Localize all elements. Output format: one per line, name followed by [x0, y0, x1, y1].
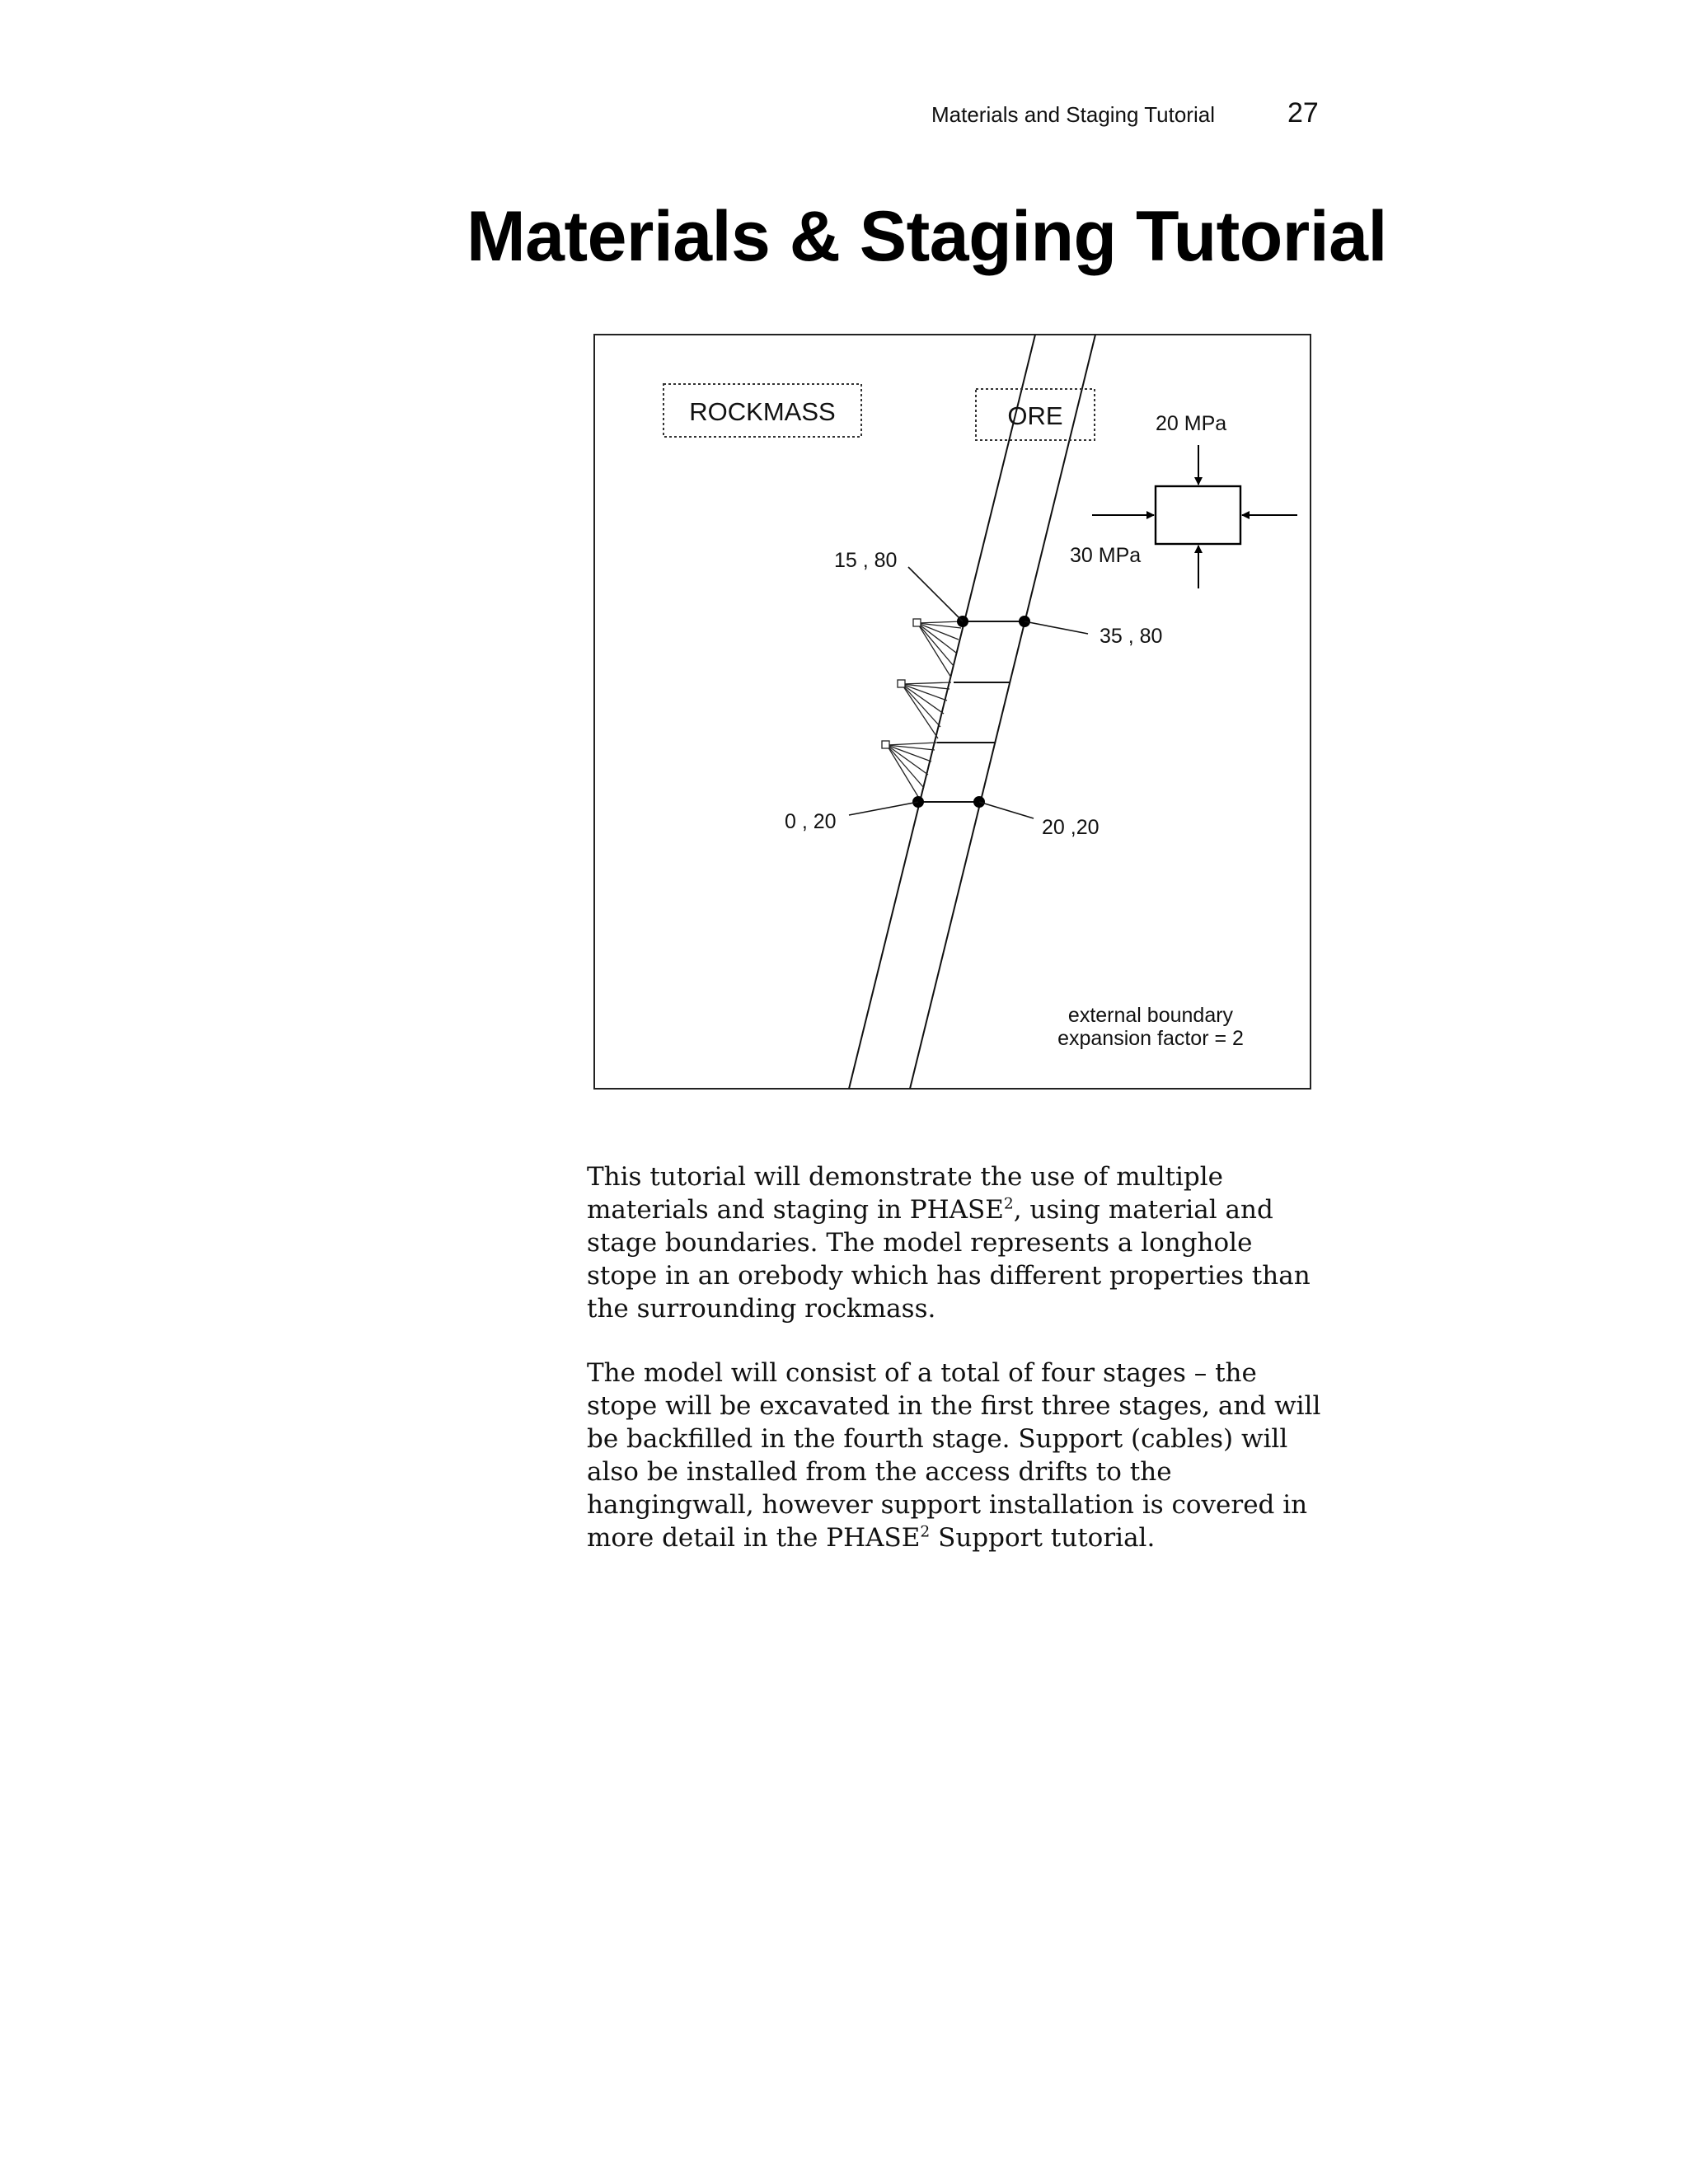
rockmass-label: ROCKMASS — [689, 397, 836, 426]
horizontal-stress-label: 30 MPa — [1070, 544, 1142, 567]
leader-top-left — [908, 567, 963, 621]
ore-boundary-right — [910, 335, 1095, 1089]
running-header: Materials and Staging Tutorial — [931, 102, 1215, 127]
coord-label-top-left: 15 , 80 — [834, 549, 898, 572]
leader-bottom-left — [849, 802, 918, 815]
ore-label: ORE — [1007, 401, 1063, 430]
stope-model-figure — [593, 333, 1312, 1091]
external-boundary — [594, 335, 1311, 1089]
paragraph-stages: The model will consist of a total of four stages – the stope will be excavated in the first three stages, and will be backfilled in the fourth stage. Support (cables) will also be installed from the access drifts to the hangingwall, however support installation is covered in more detail in the PHASE$^2$ Support tutorial. — [587, 1358, 1321, 1553]
page-title: Materials & Staging Tutorial — [467, 197, 1387, 276]
paragraph-intro: This tutorial will demonstrate the use of multiple materials and staging in PHASE$^2$, using material and stage boundaries. The model represents a longhole stope in an orebody which has different properties than the surrounding rockmass. — [587, 1162, 1311, 1324]
body-text — [587, 1160, 1329, 1586]
boundary-note-line2: expansion factor = 2 — [1057, 1027, 1244, 1050]
stress-element — [1156, 486, 1240, 544]
leader-top-right — [1025, 621, 1088, 634]
boundary-note-line1: external boundary — [1067, 1004, 1234, 1027]
coord-label-top-right: 35 , 80 — [1100, 625, 1163, 648]
cable-fan-bottom — [882, 741, 937, 799]
cable-fan-top — [913, 619, 963, 677]
coord-label-bottom-left: 0 , 20 — [785, 810, 837, 833]
ore-boundary-left — [849, 335, 1035, 1089]
coord-label-bottom-right: 20 ,20 — [1042, 816, 1100, 839]
leader-bottom-right — [979, 802, 1034, 818]
vertical-stress-label: 20 MPa — [1156, 412, 1227, 435]
page-number: 27 — [1287, 97, 1319, 129]
